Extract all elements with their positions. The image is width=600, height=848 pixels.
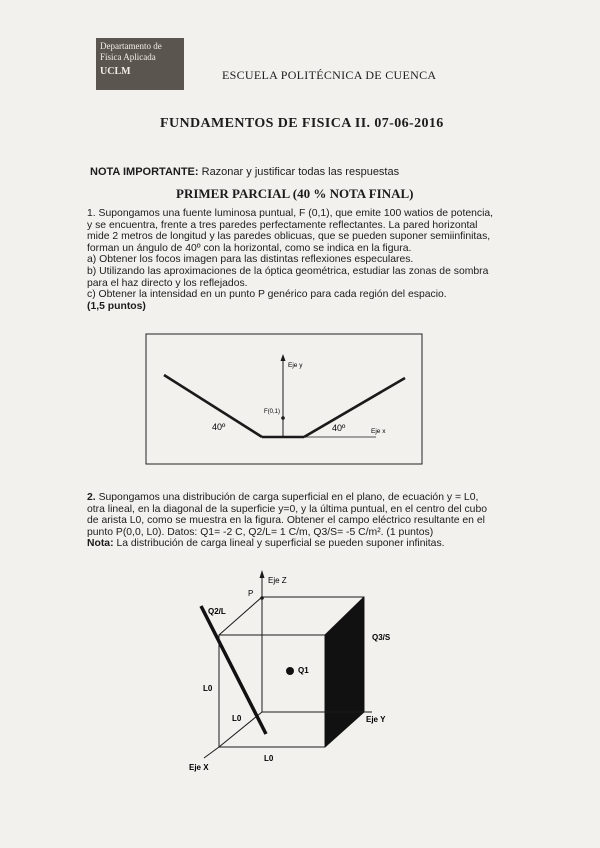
q1-part-a: a) Obtener los focos imagen para las distintas reflexiones especulares. [87, 254, 414, 266]
cube-edge [219, 597, 262, 635]
logo-line2: Física Aplicada [100, 52, 156, 62]
q1-part-c: c) Obtener la intensidad en un punto P genérico para cada región del espacio. [87, 289, 447, 301]
exam-title: FUNDAMENTOS DE FISICA II. 07-06-2016 [160, 116, 444, 131]
axis-x-3d-label: Eje X [189, 763, 209, 772]
angle-left-label: 40º [212, 422, 226, 432]
edge-l0-bottom: L0 [264, 754, 274, 763]
point-p-label: P [248, 589, 254, 598]
axis-y-label: Eje y [288, 362, 303, 369]
angle-right-label: 40º [332, 423, 346, 433]
x-axis-3d [204, 747, 219, 758]
note-text: Razonar y justificar todas las respuestas [201, 166, 400, 178]
cube-front-face [219, 635, 325, 747]
q1-part-b: b) Utilizando las aproximaciones de la óptica geométrica, estudiar las zonas de sombra para el haz directo y los reflejados. [87, 265, 489, 289]
source-label: F(0,1) [264, 409, 281, 415]
q2-note-label: Nota: [87, 538, 114, 550]
axis-z-label: Eje Z [268, 576, 287, 585]
axis-x-label: Eje x [371, 428, 386, 435]
point-charge-q1 [286, 667, 294, 675]
charged-surface-q3 [325, 597, 364, 747]
q2-text: Supongamos una distribución de carga superficial en el plano, de ecuación y = L0, otra lineal, en la diagonal de la superficie y=0, y la última puntual, en el centro del cubo de arista L0, como se muestra en la figura. Obtener el campo eléctrico resultante en el punto P(0,0, L0). Datos: Q1= -2 C, Q2/L= 1 C/m, Q3/S= -5 C/m². (1 puntos) [87, 492, 488, 538]
edge-l0-inner: L0 [232, 714, 242, 723]
logo-line1: Departamento de [100, 41, 162, 51]
z-axis-arrow-icon [260, 570, 265, 578]
point-p [260, 596, 264, 600]
logo-brand: UCLM [100, 66, 131, 77]
note-label: NOTA IMPORTANTE: [90, 166, 199, 178]
edge-l0-left: L0 [203, 684, 213, 693]
q3-label: Q3/S [372, 633, 391, 642]
q2-label: Q2/L [208, 607, 226, 616]
q1-intro: 1. Supongamos una fuente luminosa puntual, F (0,1), que emite 100 watios de potencia, y se encuentra, frente a tres paredes perfectamente reflectantes. La pared horizontal mide 2 metros de longitud y las paredes oblicuas, que se pueden suponer semiinfinitas, forman un ángulo de 40º con la horizontal, como se indica en la figura. [87, 208, 494, 254]
q1-points: (1,5 puntos) [87, 300, 146, 312]
section-title: PRIMER PARCIAL (40 % NOTA FINAL) [176, 186, 414, 201]
axis-y-3d-label: Eje Y [366, 715, 386, 724]
q1-label: Q1 [298, 666, 309, 675]
q2-note-text: La distribución de carga lineal y superficial se pueden suponer infinitas. [116, 538, 445, 550]
school-name: ESCUELA POLITÉCNICA DE CUENCA [222, 68, 437, 82]
q2-number: 2. [87, 492, 96, 503]
